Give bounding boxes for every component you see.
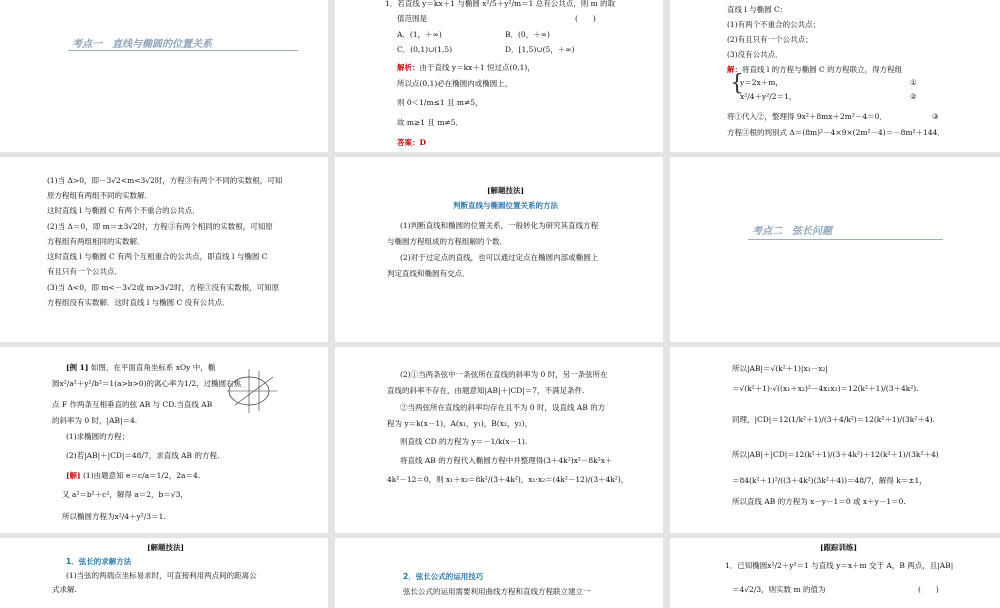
line-5: 方程组有两组相同的实数解．	[47, 237, 145, 246]
line-2: ＝√(k²＋1)·√((x₁＋x₂)²－4x₁x₂)＝12(k²＋1)/(3＋4k²).	[732, 384, 919, 393]
section-title: 考点二 弦长问题	[752, 226, 832, 237]
line-6: 这时直线 l 与椭圆 C 有两个互相重合的公共点，即直线 l 与椭圆 C	[47, 252, 268, 261]
line-4: 程为 y＝k(x－1)，A(x₁，y₁)，B(x₂，y₂)，	[387, 419, 533, 428]
answer-paren: ( )	[918, 585, 939, 594]
line-3: 同理，|CD|＝12(1/k²＋1)/(3＋4/k²)＝12(k²＋1)/(3k²＋4).	[732, 415, 935, 424]
slide-8[interactable]	[335, 347, 663, 533]
line-9: 所以椭圆方程为x²/4＋y²/3＝1.	[62, 512, 166, 521]
line-6: 所以直线 AB 的方程为 x－y－1＝0 或 x＋y－1＝0.	[732, 497, 906, 506]
solution-label: [解]	[66, 471, 81, 480]
equation-2-number: ②	[910, 92, 917, 101]
line-2: ＝4√2/3，则实数 m 的值为	[732, 585, 826, 594]
line-4: (3)没有公共点．	[727, 50, 783, 59]
slide-9[interactable]	[670, 347, 1000, 533]
line-2: 直线的斜率不存在，由题意知|AB|＋|CD|＝7，不满足条件.	[387, 386, 585, 395]
training-bracket: [跟踪训练]	[820, 543, 858, 552]
slide-1[interactable]	[0, 0, 328, 152]
question-text-2: 值范围是	[397, 14, 427, 23]
line-3: 式求解.	[52, 585, 77, 594]
line-3: ②当两弦所在直线的斜率均存在且不为 0 时，设直线 AB 的方	[400, 403, 606, 412]
line-6: 将直线 AB 的方程代入椭圆方程中并整理得(3＋4k²)x²－8k²x＋	[400, 456, 613, 465]
slide-6[interactable]	[670, 157, 1000, 342]
analysis-line-4: 故 m≥1 且 m≠5．	[397, 118, 463, 127]
technique-bracket: [解题技法]	[147, 543, 185, 552]
technique-title: 判断直线与椭圆位置关系的方法	[453, 201, 558, 210]
option-a: A．(1，＋∞)	[397, 30, 442, 39]
option-d: D．[1,5)∪(5，＋∞)	[505, 45, 575, 54]
line-8: (3)当 Δ<0，即 m<－3√2或 m>3√2时，方程③没有实数根，可知原	[47, 283, 280, 292]
line-4: 所以|AB|＋|CD|＝12(k²＋1)/(3＋4k²)＋12(k²＋1)/(3k²＋4)	[732, 450, 939, 459]
line-3: 点 F 作两条互相垂直的弦 AB 与 CD.当直线 AB	[52, 400, 213, 409]
solution-label: 解：	[727, 65, 742, 74]
line-1: 所以|AB|＝√(k²＋1)|x₁－x₂|	[732, 364, 828, 373]
line-2: 与椭圆方程组成的方程组解的个数．	[387, 237, 507, 246]
title-underline	[68, 50, 298, 51]
line-7: (1)由题意知 e＝c/a＝1/2，2a＝4.	[83, 471, 201, 480]
line-1: 1．弦长的求解方法	[66, 557, 132, 566]
system-brace: {	[730, 71, 744, 96]
equation-2: x²/4＋y²/2＝1，	[740, 92, 797, 101]
line-3: (2)有且只有一个公共点；	[727, 35, 813, 44]
line-6-number: ③	[932, 112, 939, 121]
line-4: (2)当 Δ＝0，即 m＝±3√2时，方程③有两个相同的实数根，可知原	[47, 222, 273, 231]
equation-1-number: ①	[910, 78, 917, 87]
slide-2[interactable]	[335, 0, 663, 152]
line-6: 将①代入②，整理得 9x²＋8mx＋2m²－4＝0．	[727, 112, 887, 121]
line-3: 这时直线 l 与椭圆 C 有两个不重合的公共点．	[47, 206, 200, 215]
line-1: 1．已知椭圆x²/2＋y²＝1 与直线 y＝x＋m 交于 A，B 两点，且|AB|	[725, 561, 954, 570]
line-2: 圆x²/a²＋y²/b²＝1(a>b>0)的离心率为1/2，过椭圆右焦	[52, 379, 242, 388]
slide-5[interactable]	[335, 157, 663, 342]
analysis-line-1: 由于直线 y＝kx＋1 恒过点(0,1)，	[419, 63, 535, 72]
ellipse-diagram	[225, 367, 279, 415]
line-7: 方程③根的判别式 Δ＝(8m)²－4×9×(2m²－4)＝－8m²＋144．	[727, 128, 945, 137]
line-5: ＝84(k²＋1)²/((3＋4k²)(3k²＋4))＝48/7，解得 k＝±1，	[732, 476, 927, 485]
line-1: (1)当 Δ>0，即－3√2<m<3√2时，方程③有两个不同的实数根，可知	[47, 176, 283, 185]
option-c: C．(0,1)∪(1,5)	[397, 45, 453, 54]
line-1: 如图，在平面直角坐标系 xOy 中，椭	[90, 363, 216, 372]
line-4: 判定直线和椭圆有交点．	[387, 269, 470, 278]
line-1: 直线 l 与椭圆 C：	[727, 5, 788, 14]
analysis-line-3: 则 0＜1/m≤1 且 m≠5，	[397, 98, 483, 107]
section-title: 考点一 直线与椭圆的位置关系	[72, 39, 212, 50]
analysis-line-2: 所以点(0,1)必在椭圆内或椭圆上，	[397, 79, 513, 88]
line-2: (1)当弦的两端点坐标易求时，可直接利用两点间的距离公	[66, 571, 257, 580]
line-9: 方程组没有实数解．这时直线 l 与椭圆 C 没有公共点．	[47, 298, 230, 307]
answer-value: D	[419, 138, 427, 147]
line-5: 将直线 l 的方程与椭圆 C 的方程联立，得方程组	[742, 65, 903, 74]
equation-1: y＝2x＋m，	[740, 78, 783, 87]
slide-3[interactable]	[670, 0, 1000, 152]
example-label: [例 1]	[66, 363, 89, 372]
line-8: 又 a²＝b²＋c²，解得 a＝2，b＝√3，	[62, 490, 188, 499]
line-2: 弦长公式的运用需要利用曲线方程和直线方程联立建立一	[403, 587, 591, 596]
line-2: 原方程组有两组不同的实数解．	[47, 191, 152, 200]
title-underline	[748, 239, 943, 240]
line-3: (2)对于过定点的直线，也可以通过定点在椭圆内部或椭圆上	[400, 253, 599, 262]
line-5: (1)求椭圆的方程；	[66, 432, 130, 441]
line-6: (2)若|AB|＋|CD|＝48/7，求直线 AB 的方程.	[66, 451, 220, 460]
answer-label: 答案：	[397, 138, 420, 147]
line-7: 4k²－12＝0，则 x₁＋x₂＝8k²/(3＋4k²)，x₁·x₂＝(4k²－12)/(3＋4k²)，	[387, 475, 629, 484]
line-7: 有且只有一个公共点．	[47, 267, 122, 276]
slide-10[interactable]	[0, 538, 328, 608]
slide-7[interactable]	[0, 347, 328, 533]
technique-bracket: [解题技法]	[487, 186, 525, 195]
answer-paren: ( )	[575, 14, 596, 23]
line-2: (1)有两个不重合的公共点；	[727, 20, 821, 29]
line-1: (2)①当两条弦中一条弦所在直线的斜率为 0 时，另一条弦所在	[400, 370, 608, 379]
analysis-label: 解析：	[397, 63, 420, 72]
slide-4[interactable]	[0, 157, 328, 342]
line-1: 2．弦长公式的运用技巧	[403, 572, 484, 581]
line-5: 则直线 CD 的方程为 y＝－1/k(x－1).	[400, 437, 528, 446]
slide-11[interactable]	[335, 538, 663, 608]
question-text: 1．若直线 y＝kx＋1 与椭圆 x²/5＋y²/m＝1 总有公共点，则 m 的取	[385, 0, 616, 8]
line-4: 的斜率为 0 时，|AB|＝4.	[52, 416, 138, 425]
slide-12[interactable]	[670, 538, 1000, 608]
line-1: (1)判断直线和椭圆的位置关系，一般转化为研究其直线方程	[400, 221, 599, 230]
option-b: B．(0，＋∞)	[505, 30, 550, 39]
